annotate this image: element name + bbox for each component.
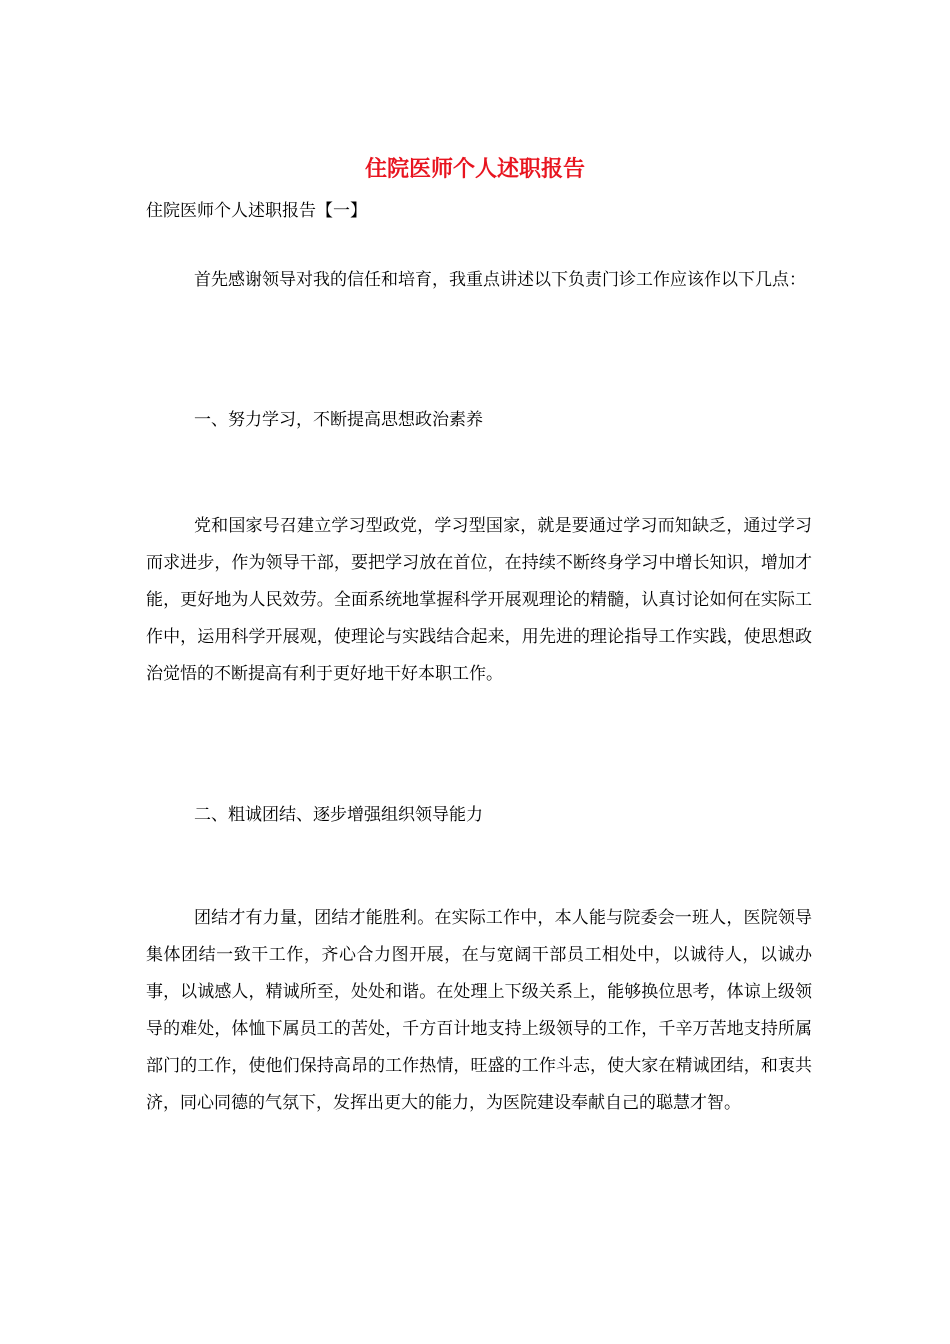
document-subtitle: 住院医师个人述职报告【一】 [146,201,367,221]
section-heading-2: 二、粗诚团结、逐步增强组织领导能力 [194,805,483,825]
document-title: 住院医师个人述职报告 [364,156,585,182]
section-heading-1: 一、努力学习，不断提高思想政治素养 [194,410,483,430]
section-body-1: 党和国家号召建立学习型政党，学习型国家，就是要通过学习而知缺乏，通过学习而求进步，作为领导干部，要把学习放在首位，在持续不断终身学习中增长知识，增加才能，更好地为人民效劳。全面系统地掌握科学开展观理论的精髓，认真讨论如何在实际工作中，运用科学开展观，使理论与实践结合起来，用先进的理论指导工作实践，使思想政治觉悟的不断提高有利于更好地干好本职工作。 [146,516,812,684]
section-body-2: 团结才有力量，团结才能胜利。在实际工作中，本人能与院委会一班人，医院领导集体团结一致干工作，齐心合力图开展，在与宽阔干部员工相处中，以诚待人，以诚办事，以诚感人，精诚所至，处处和谐。在处理上下级关系上，能够换位思考，体谅上级领导的难处，体恤下属员工的苦处，千方百计地支持上级领导的工作，千辛万苦地支持所属部门的工作，使他们保持高昂的工作热情，旺盛的工作斗志，使大家在精诚团结，和衷共济，同心同德的气氛下，发挥出更大的能力，为医院建设奉献自己的聪慧才智。 [146,908,812,1113]
intro-paragraph: 首先感谢领导对我的信任和培育，我重点讲述以下负责门诊工作应该作以下几点： [194,270,806,290]
